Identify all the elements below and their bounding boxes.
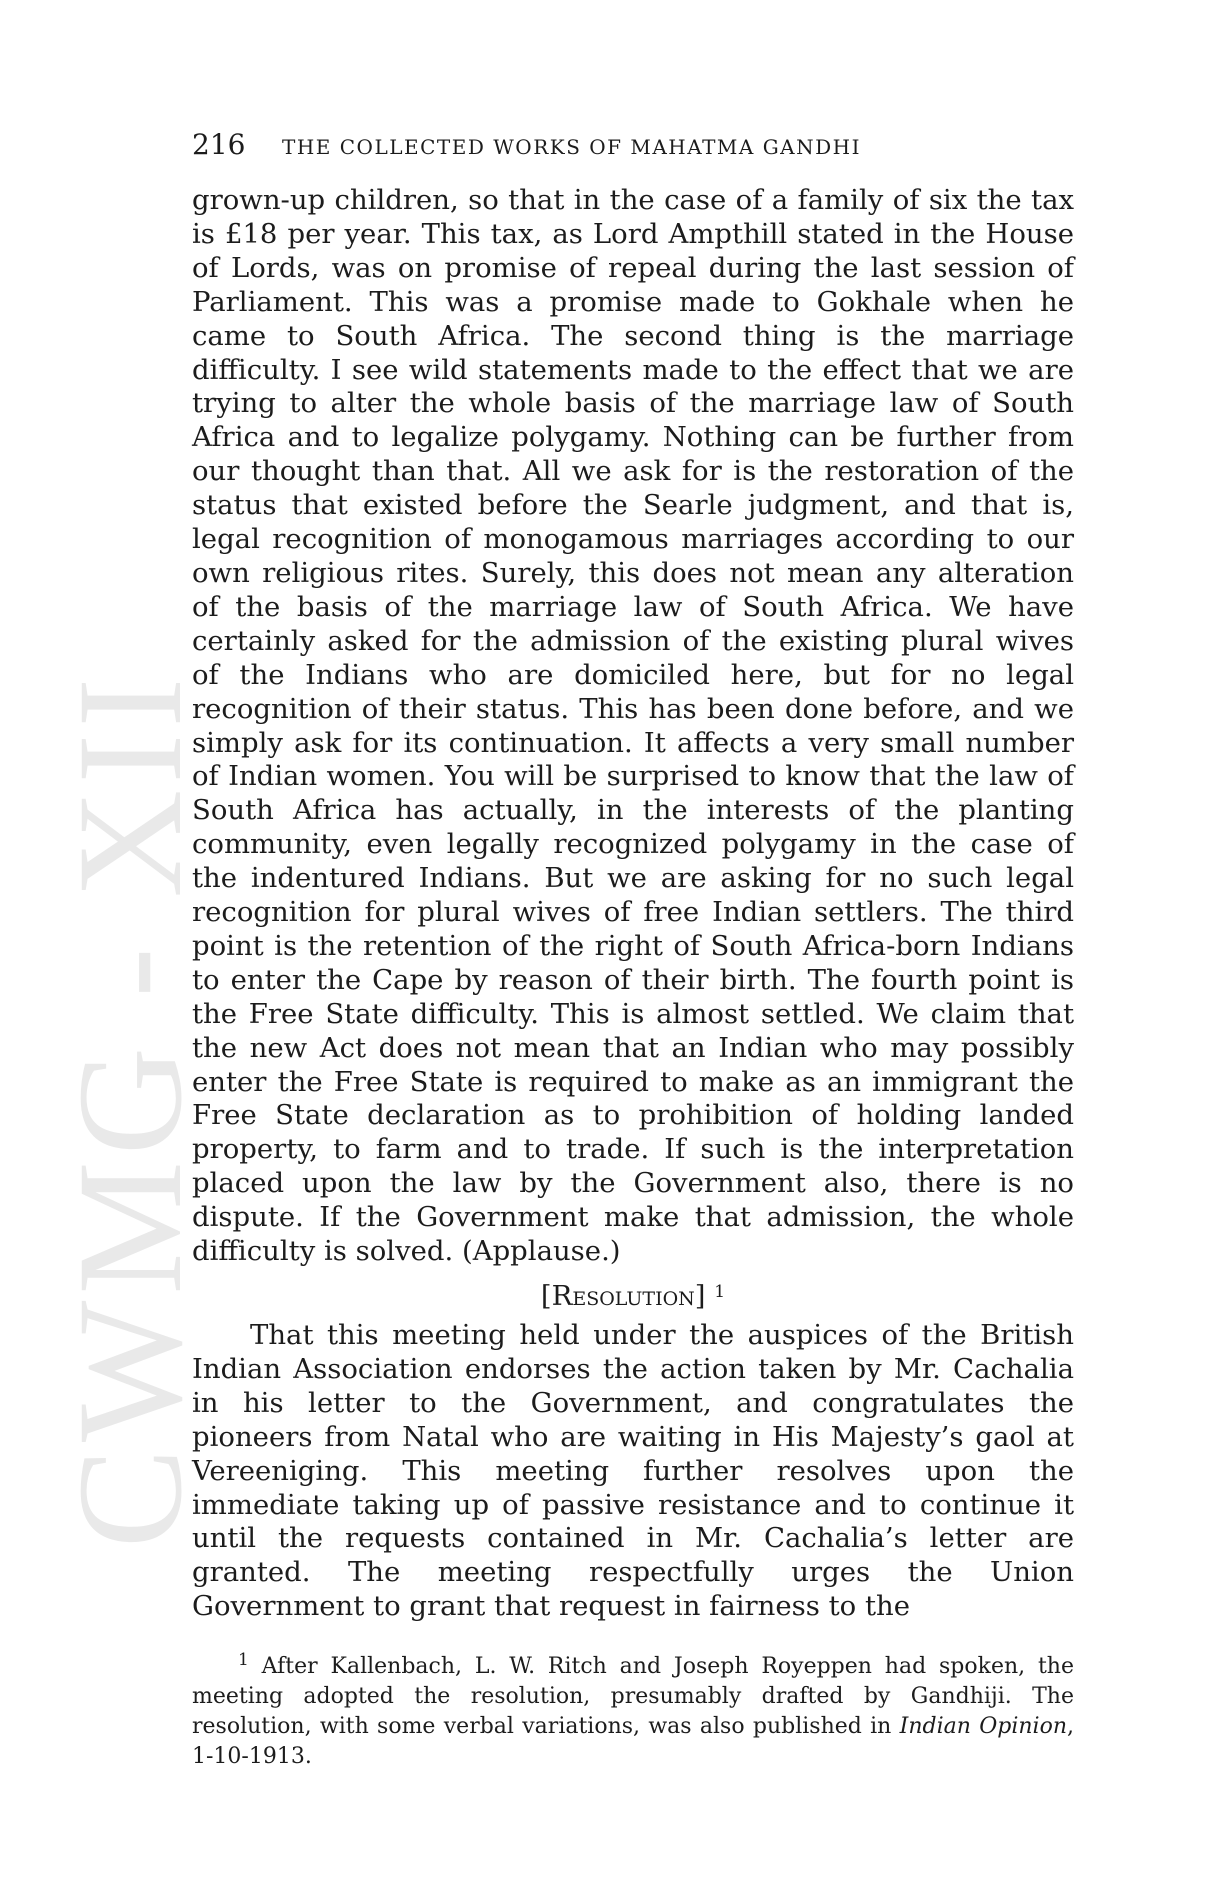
footnote	[192, 1652, 1074, 1772]
page	[192, 128, 1074, 1772]
resolution-heading-text: Resolution	[551, 1280, 695, 1312]
resolution-close-bracket: ]	[694, 1280, 706, 1312]
footnote-marker: 1	[238, 1650, 249, 1671]
page-number: 216	[192, 128, 246, 161]
body-text	[192, 184, 1074, 1624]
resolution-paragraph: That this meeting held under the auspices of the British Indian Association endorses the action taken by Mr. Cachalia in his letter to the Government, and congratulates the pioneers from Natal who are waiting in His Majesty’s gaol at Vereeniging. This meeting further resolves upon the immediate taking up of passive resistance and to continue it until the requests contained in Mr. Cachalia’s letter are granted. The meeting respectfully urges the Union Government to grant that request in fairness to the	[192, 1319, 1074, 1623]
footnote-text-after: , 1-10-1913.	[192, 1714, 1074, 1770]
watermark-text: CWMG - XII	[47, 671, 213, 1549]
footnote-text-before: After Kallenbach, L. W. Ritch and Joseph Royeppen had spoken, the meeting adopted the resolution, presumably drafted by Gandhiji. The resolution, with some verbal variations, was also published in	[192, 1654, 1074, 1740]
resolution-heading	[192, 1279, 1074, 1313]
running-head: THE COLLECTED WORKS OF MAHATMA GANDHI	[282, 135, 862, 159]
page-header	[192, 128, 1074, 168]
footnote-publication-title: Indian Opinion	[899, 1714, 1067, 1740]
resolution-footnote-marker[interactable]: 1	[714, 1282, 726, 1302]
body-paragraph: grown-up children, so that in the case of a family of six the tax is £18 per year. This tax, as Lord Ampthill stated in the House of Lords, was on promise of repeal during the last session of Parliament. This was a promise made to Gokhale when he came to South Africa. The second thing is the marriage difficulty. I see wild statements made to the effect that we are trying to alter the whole basis of the marriage law of South Africa and to legalize polygamy. Nothing can be further from our thought than that. All we ask for is the restoration of the status that existed before the Searle judgment, and that is, legal recognition of monogamous marriages according to our own religious rites. Surely, this does not mean any alteration of the basis of the marriage law of South Africa. We have certainly asked for the admission of the existing plural wives of the Indians who are domiciled here, but for no legal recognition of their status. This has been done before, and we simply ask for its continuation. It affects a very small number of Indian women. You will be surprised to know that the law of South Africa has actually, in the interests of the planting community, even legally recognized polygamy in the case of the indentured Indians. But we are asking for no such legal recognition for plural wives of free Indian settlers. The third point is the retention of the right of South Africa-born Indians to enter the Cape by reason of their birth. The fourth point is the Free State difficulty. This is almost settled. We claim that the new Act does not mean that an Indian who may possibly enter the Free State is required to make as an immigrant the Free State declaration as to prohibition of holding landed property, to farm and to trade. If such is the interpretation placed upon the law by the Government also, there is no dispute. If the Government make that admission, the whole difficulty is solved. (Applause.)	[192, 184, 1074, 1268]
resolution-open-bracket: [	[540, 1280, 552, 1312]
